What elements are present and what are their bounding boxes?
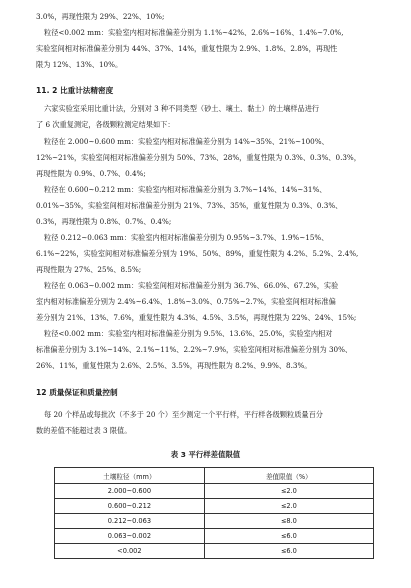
text-line: 粒径<0.002 mm：实验室内相对标准偏差分别为 9.5%、13.6%、25.0%，实验室内相对 xyxy=(44,329,333,338)
table-cell: 0.600~0.212 xyxy=(55,499,205,514)
table-cell: ≤8.0 xyxy=(204,514,373,529)
table-row xyxy=(55,484,374,499)
text-line: 每 20 个样品或每批次（不多于 20 个）至少测定一个平行样，平行样各级颗粒质量百分 xyxy=(44,410,323,419)
text-line: 粒径<0.002 mm：实验室内相对标准偏差分别为 1.1%~42%、2.6%~16%、1.4%~7.0%, xyxy=(44,28,344,37)
table-cell: 0.063~0.002 xyxy=(55,529,205,544)
section-heading-11-2: 11. 2 比重计法精密度 xyxy=(36,86,114,95)
column-header: 差值限值（%） xyxy=(204,468,373,484)
table-cell: ≤2.0 xyxy=(204,499,373,514)
text-line: 26%、11%，重复性限为 2.6%、2.5%、3.5%，再现性限为 8.2%、9.9%、8.3%。 xyxy=(36,361,312,370)
text-line: 再现性限为 0.9%、0.7%、0.4%; xyxy=(36,169,146,178)
text-line: 6.1%~22%，实验室间相对标准偏差分别为 19%、50%、89%，重复性限为 4.2%、5.2%、2.4%, xyxy=(36,249,359,258)
text-line: 0.3%，再现性限为 0.8%、0.7%、0.4%; xyxy=(36,217,172,226)
table-title: 表 3 平行样差值限值 xyxy=(170,450,241,459)
text-line: 3.0%，再现性限为 29%、22%、10%; xyxy=(36,12,165,21)
column-header: 土壤粒径（mm） xyxy=(55,468,205,484)
text-line: 室内相对标准偏差分别为 2.4%~6.4%、1.8%~3.0%、0.75%~2.7%，实验室间相对标准偏 xyxy=(36,297,336,306)
text-line: 了 6 次重复测定，各级颗粒测定结果如下： xyxy=(36,120,175,129)
text-line: 粒径在 0.600~0.212 mm：实验室内相对标准偏差分别为 3.7%~14%、14%~31%、 xyxy=(44,185,327,194)
text-line: 粒径 0.212~0.063 mm：实验室内相对标准偏差分别为 0.95%~3.7%、1.9%~15%、 xyxy=(44,233,329,242)
table-cell: ≤2.0 xyxy=(204,484,373,499)
text-line: 0.01%~35%，实验室间相对标准偏差分别为 21%、73%、35%，重复性限为 0.3%、0.3%、 xyxy=(36,201,343,210)
table-cell: ≤6.0 xyxy=(204,529,373,544)
text-line: 标准偏差分别为 3.1%~14%、2.1%~11%、2.2%~7.9%，实验室间相对标准偏差分别为 30%、 xyxy=(36,345,353,354)
text-line: 粒径在 2.000~0.600 mm：实验室内相对标准偏差分别为 14%~35%、21%~100%、 xyxy=(44,137,329,146)
text-line: 12%~21%，实验室间相对标准偏差分别为 50%、73%、28%，重复性限为 0.3%、0.3%、0.3%， xyxy=(36,153,361,162)
section-heading-12: 12 质量保证和质量控制 xyxy=(36,388,118,397)
text-line: 差分别为 21%、13%、7.6%，重复性限为 4.3%、4.5%、3.5%，再现性限为 22%、24%、15%; xyxy=(36,313,357,322)
text-line: 六家实验室采用比重计法，分别对 3 种不同类型（砂土、壤土、黏土）的土壤样品进行 xyxy=(44,104,320,113)
text-line: 数的差值不能超过表 3 限值。 xyxy=(36,426,132,435)
table-cell: ≤6.0 xyxy=(204,544,373,559)
table-row xyxy=(55,514,374,529)
table-row xyxy=(55,544,374,559)
text-line: 限为 12%、13%、10%。 xyxy=(36,60,123,69)
table-cell: <0.002 xyxy=(55,544,205,559)
limits-table xyxy=(54,467,374,559)
text-line: 粒径在 0.063~0.002 mm：实验室间相对标准偏差分别为 36.7%、66.0%、67.2%，实验 xyxy=(44,281,339,290)
table-cell: 2.000~0.600 xyxy=(55,484,205,499)
table-cell: 0.212~0.063 xyxy=(55,514,205,529)
text-line: 再现性限为 27%、25%、8.5%; xyxy=(36,265,142,274)
table-row xyxy=(55,499,374,514)
table-header-row xyxy=(55,468,374,484)
text-line: 实验室间相对标准偏差分别为 44%、37%、14%，重复性限为 2.9%、1.8%、2.8%，再现性 xyxy=(36,44,338,53)
table-row xyxy=(55,529,374,544)
